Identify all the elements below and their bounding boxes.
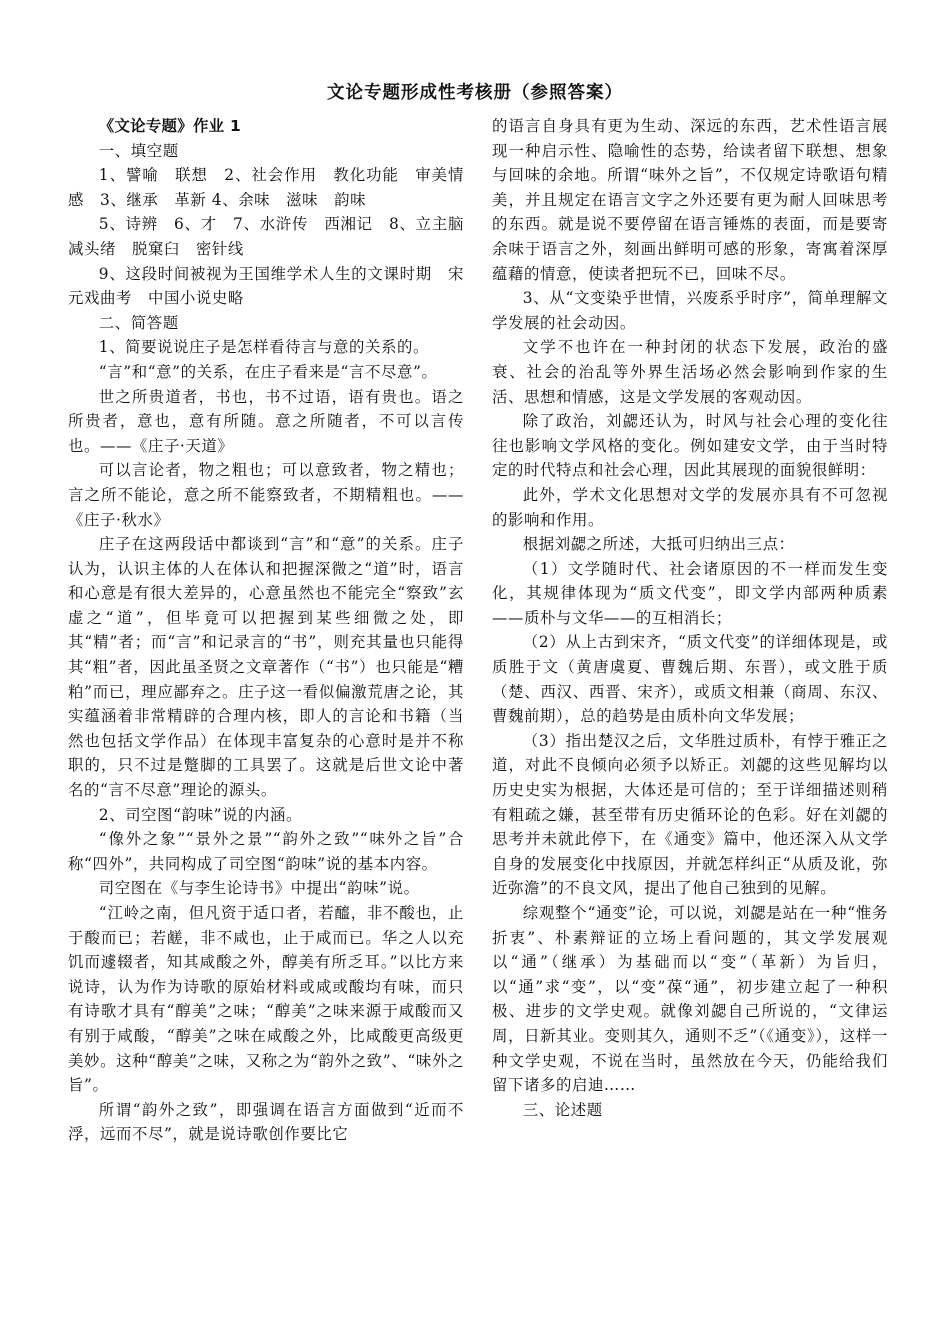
left-column-paragraph: 1、简要说说庄子是怎样看待言与意的关系的。 <box>98 338 430 357</box>
page-title: 文论专题形成性考核册（参照答案） <box>327 83 623 103</box>
left-column-paragraph: 所谓“韵外之致”，即强调在语言方面做到“近而不浮，远而不尽”，就是说诗歌创作要比它 <box>68 1100 464 1144</box>
left-column-paragraph: 可以言论者，物之粗也；可以意致者，物之精也；言之所不能论，意之所不能察致者，不期精粗也。——《庄子·秋水》 <box>68 461 464 529</box>
right-column-paragraph: 的语言自身具有更为生动、深远的东西，艺术性语言展现一种启示性、隐喻性的态势，给读者留下联想、想象与回味的余地。所谓“味外之旨”，不仅规定诗歌语句精美，并且规定在语言文字之外还要有更为耐人回味思考的东西。就是说不要停留在语言锤炼的表面，而是要寄余味于语言之外，刻画出鲜明可感的形象，寄寓着深厚蕴藉的情意，使读者把玩不已，回味不尽。 <box>492 117 888 283</box>
right-column-paragraph: （1）文学随时代、社会诸原因的不一样而发生变化，其规律体现为“质文代变”，即文学内部两种质素——质朴与文华——的互相消长； <box>492 559 888 627</box>
left-column <box>68 114 480 1147</box>
left-column-paragraph: 9、这段时间被视为王国维学术人生的文课时期 宋元戏曲考 中国小说史略 <box>68 264 464 308</box>
right-column-paragraph: 文学不也许在一种封闭的状态下发展，政治的盛衰、社会的治乱等外界生活场必然会影响到作家的生活、思想和情感，这是文学发展的客观动因。 <box>492 338 888 406</box>
left-column-paragraph: 庄子在这两段话中都谈到“言”和“意”的关系。庄子认为，认识主体的人在体认和把握深微之“道”时，语言和心意是有很大差异的，心意虽然也不能完全“察致”玄虚之“道”，但毕竟可以把握到某些细微之处，即其“精”者；而“言”和记录言的“书”，则充其量也只能得其“粗”者，因此虽圣贤之文章著作（“书”）也只能是“糟粕”而已，理应鄙弃之。庄子这一看似偏激荒唐之论，其实蕴涵着非常精辟的合理内核，即人的言论和书籍（当然也包括文学作品）在体现丰富复杂的心意时是并不称职的，只不过是蹩脚的工具罢了。这就是后世文论中著名的“言不尽意”理论的源头。 <box>68 535 464 800</box>
right-column-paragraph: （3）指出楚汉之后，文华胜过质朴，有悖于雅正之道，对此不良倾向必须予以矫正。刘勰的这些见解均以历史史实为根据，大体还是可信的；至于详细描述则稍有粗疏之嫌，甚至带有历史循环论的色彩。好在刘勰的思考并未就此停下，在《通变》篇中，他还深入从文学自身的发展变化中找原因，并就怎样纠正“从质及讹，弥近弥澹”的不良文风，提出了他自己独到的见解。 <box>492 731 888 898</box>
right-column-paragraph: （2）从上古到宋齐，“质文代变”的详细体现是，或质胜于文（黄唐虞夏、曹魏后期、东晋），或文胜于质（楚、西汉、西晋、宋齐），或质文相兼（商周、东汉、曹魏前期），总的趋势是由质朴向文华发展； <box>492 633 888 726</box>
left-column-paragraph: 2、司空图“韵味”说的内涵。 <box>98 805 303 824</box>
left-column-paragraph: 《文论专题》作业 1 <box>98 117 241 135</box>
left-column-paragraph: 二、简答题 <box>98 313 179 332</box>
right-column <box>492 114 888 1122</box>
right-column-paragraph: 三、论述题 <box>522 1100 603 1119</box>
right-column-paragraph: 此外，学术文化思想对文学的发展亦具有不可忽视的影响和作用。 <box>492 485 888 529</box>
right-column-paragraph: 综观整个“通变”论，可以说，刘勰是站在一种“惟务折衷”、朴素辩证的立场上看问题的，其文学发展观以“通”（继承）为基础而以“变”（革新）为旨归，以“通”求“变”，以“变”葆“通”，初步建立起了一种积极、进步的文学史观。就像刘勰自己所说的，“文律运周，日新其业。变则其久，通则不乏”（《通变》），这样一种文学史观，不说在当时，虽然放在今天，仍能给我们留下诸多的启迪…… <box>492 904 888 1095</box>
left-column-paragraph: 一、填空题 <box>98 141 179 160</box>
left-column-paragraph: 司空图在《与李生论诗书》中提出“韵味”说。 <box>98 879 420 898</box>
left-column-paragraph: “言”和“意”的关系，在庄子看来是“言不尽意”。 <box>98 362 438 381</box>
right-column-paragraph: 根据刘勰之所述，大抵可归纳出三点： <box>522 535 795 554</box>
left-column-paragraph: 5、诗辨 6、才 7、水浒传 西湘记 8、立主脑 减头绪 脱窠臼 密针线 <box>68 215 480 258</box>
left-column-paragraph: “像外之象”“景外之景”“韵外之致”“味外之旨”合称“四外”，共同构成了司空图“韵味”说的基本内容。 <box>68 830 464 873</box>
left-column-paragraph: 世之所贵道者，书也，书不过语，语有贵也。语之所贵者，意也，意有所随。意之所随者，不可以言传也。——《庄子·天道》 <box>68 387 464 455</box>
left-column-paragraph: “江岭之南，但凡资于适口者，若醯，非不酸也，止于酸而已；若鹾，非不咸也，止于咸而已。华之人以充饥而遽辍者，知其咸酸之外，醇美有所乏耳。”以比方来说诗，认为作为诗歌的原始材料或咸或酸均有味，而只有诗歌才具有“醇美”之味；“醇美”之味来源于咸酸而又有别于咸酸，“醇美”之味在咸酸之外，比咸酸更高级更美妙。这种“醇美”之味，又称之为“韵外之致”、“味外之旨”。 <box>68 904 464 1095</box>
right-column-paragraph: 除了政治，刘勰还认为，时风与社会心理的变化往往也影响文学风格的变化。例如建安文学，由于当时特定的时代特点和社会心理，因此其展现的面貌很鲜明： <box>492 412 888 480</box>
right-column-paragraph: 3、从“文变染乎世情，兴废系乎时序”，简单理解文学发展的社会动因。 <box>492 289 888 332</box>
left-column-paragraph: 1、譬喻 联想 2、社会作用 教化功能 审美情感 3、继承 革新 4、余味 滋味 韵味 <box>68 166 464 209</box>
